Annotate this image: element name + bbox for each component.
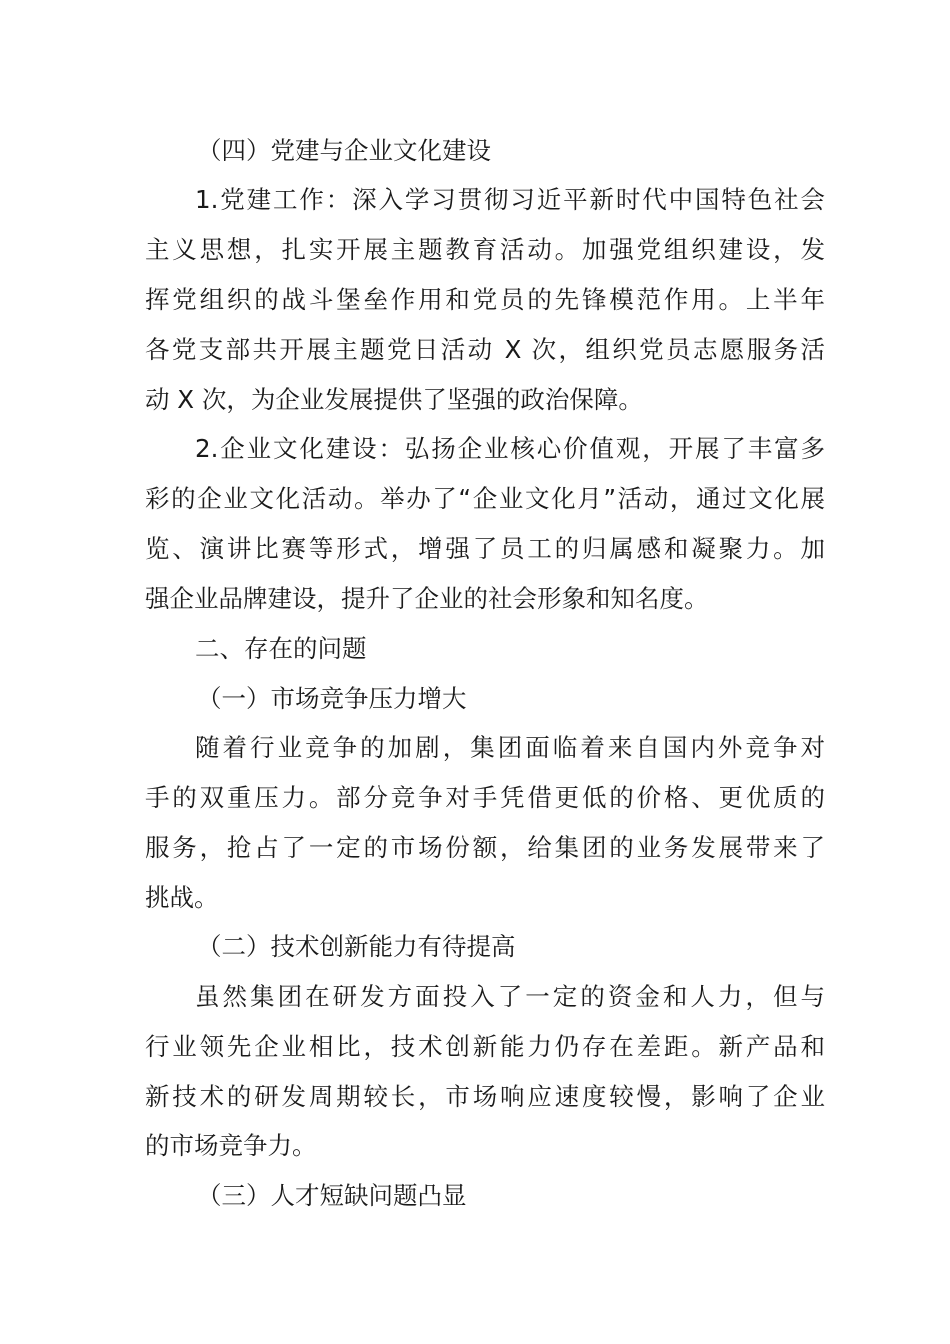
section-heading-party-culture: （四）党建与企业文化建设 <box>197 136 491 165</box>
paragraph-line: 主义思想，扎实开展主题教育活动。加强党组织建设，发 <box>145 235 825 264</box>
paragraph-line: 手的双重压力。部分竞争对手凭借更低的价格、更优质的 <box>145 783 825 812</box>
subsection-heading-talent: （三）人才短缺问题凸显 <box>197 1181 467 1210</box>
paragraph-line: 各党支部共开展主题党日活动 X 次，组织党员志愿服务活 <box>145 335 825 364</box>
paragraph-line: 新技术的研发周期较长，市场响应速度较慢，影响了企业 <box>145 1082 825 1111</box>
subsection-heading-innovation: （二）技术创新能力有待提高 <box>197 932 516 961</box>
paragraph-line: 动 X 次，为企业发展提供了坚强的政治保障。 <box>145 385 643 414</box>
paragraph-line: 彩的企业文化活动。举办了“企业文化月”活动，通过文化展 <box>145 484 825 513</box>
paragraph-line: 览、演讲比赛等形式，增强了员工的归属感和凝聚力。加 <box>145 534 825 563</box>
subsection-heading-market: （一）市场竞争压力增大 <box>197 684 467 713</box>
section-heading-problems: 二、存在的问题 <box>195 634 367 663</box>
paragraph-line: 强企业品牌建设，提升了企业的社会形象和知名度。 <box>145 584 709 613</box>
paragraph-line: 挑战。 <box>145 883 219 912</box>
paragraph-line: 的市场竞争力。 <box>145 1131 317 1160</box>
paragraph-line: 挥党组织的战斗堡垒作用和党员的先锋模范作用。上半年 <box>145 285 825 314</box>
paragraph-line: 1.党建工作：深入学习贯彻习近平新时代中国特色社会 <box>195 185 825 214</box>
paragraph-line: 服务，抢占了一定的市场份额，给集团的业务发展带来了 <box>145 833 825 862</box>
paragraph-line: 虽然集团在研发方面投入了一定的资金和人力，但与 <box>195 982 825 1011</box>
paragraph-line: 随着行业竞争的加剧，集团面临着来自国内外竞争对 <box>195 733 825 762</box>
paragraph-line: 行业领先企业相比，技术创新能力仍存在差距。新产品和 <box>145 1032 825 1061</box>
paragraph-line: 2.企业文化建设：弘扬企业核心价值观，开展了丰富多 <box>195 434 825 463</box>
